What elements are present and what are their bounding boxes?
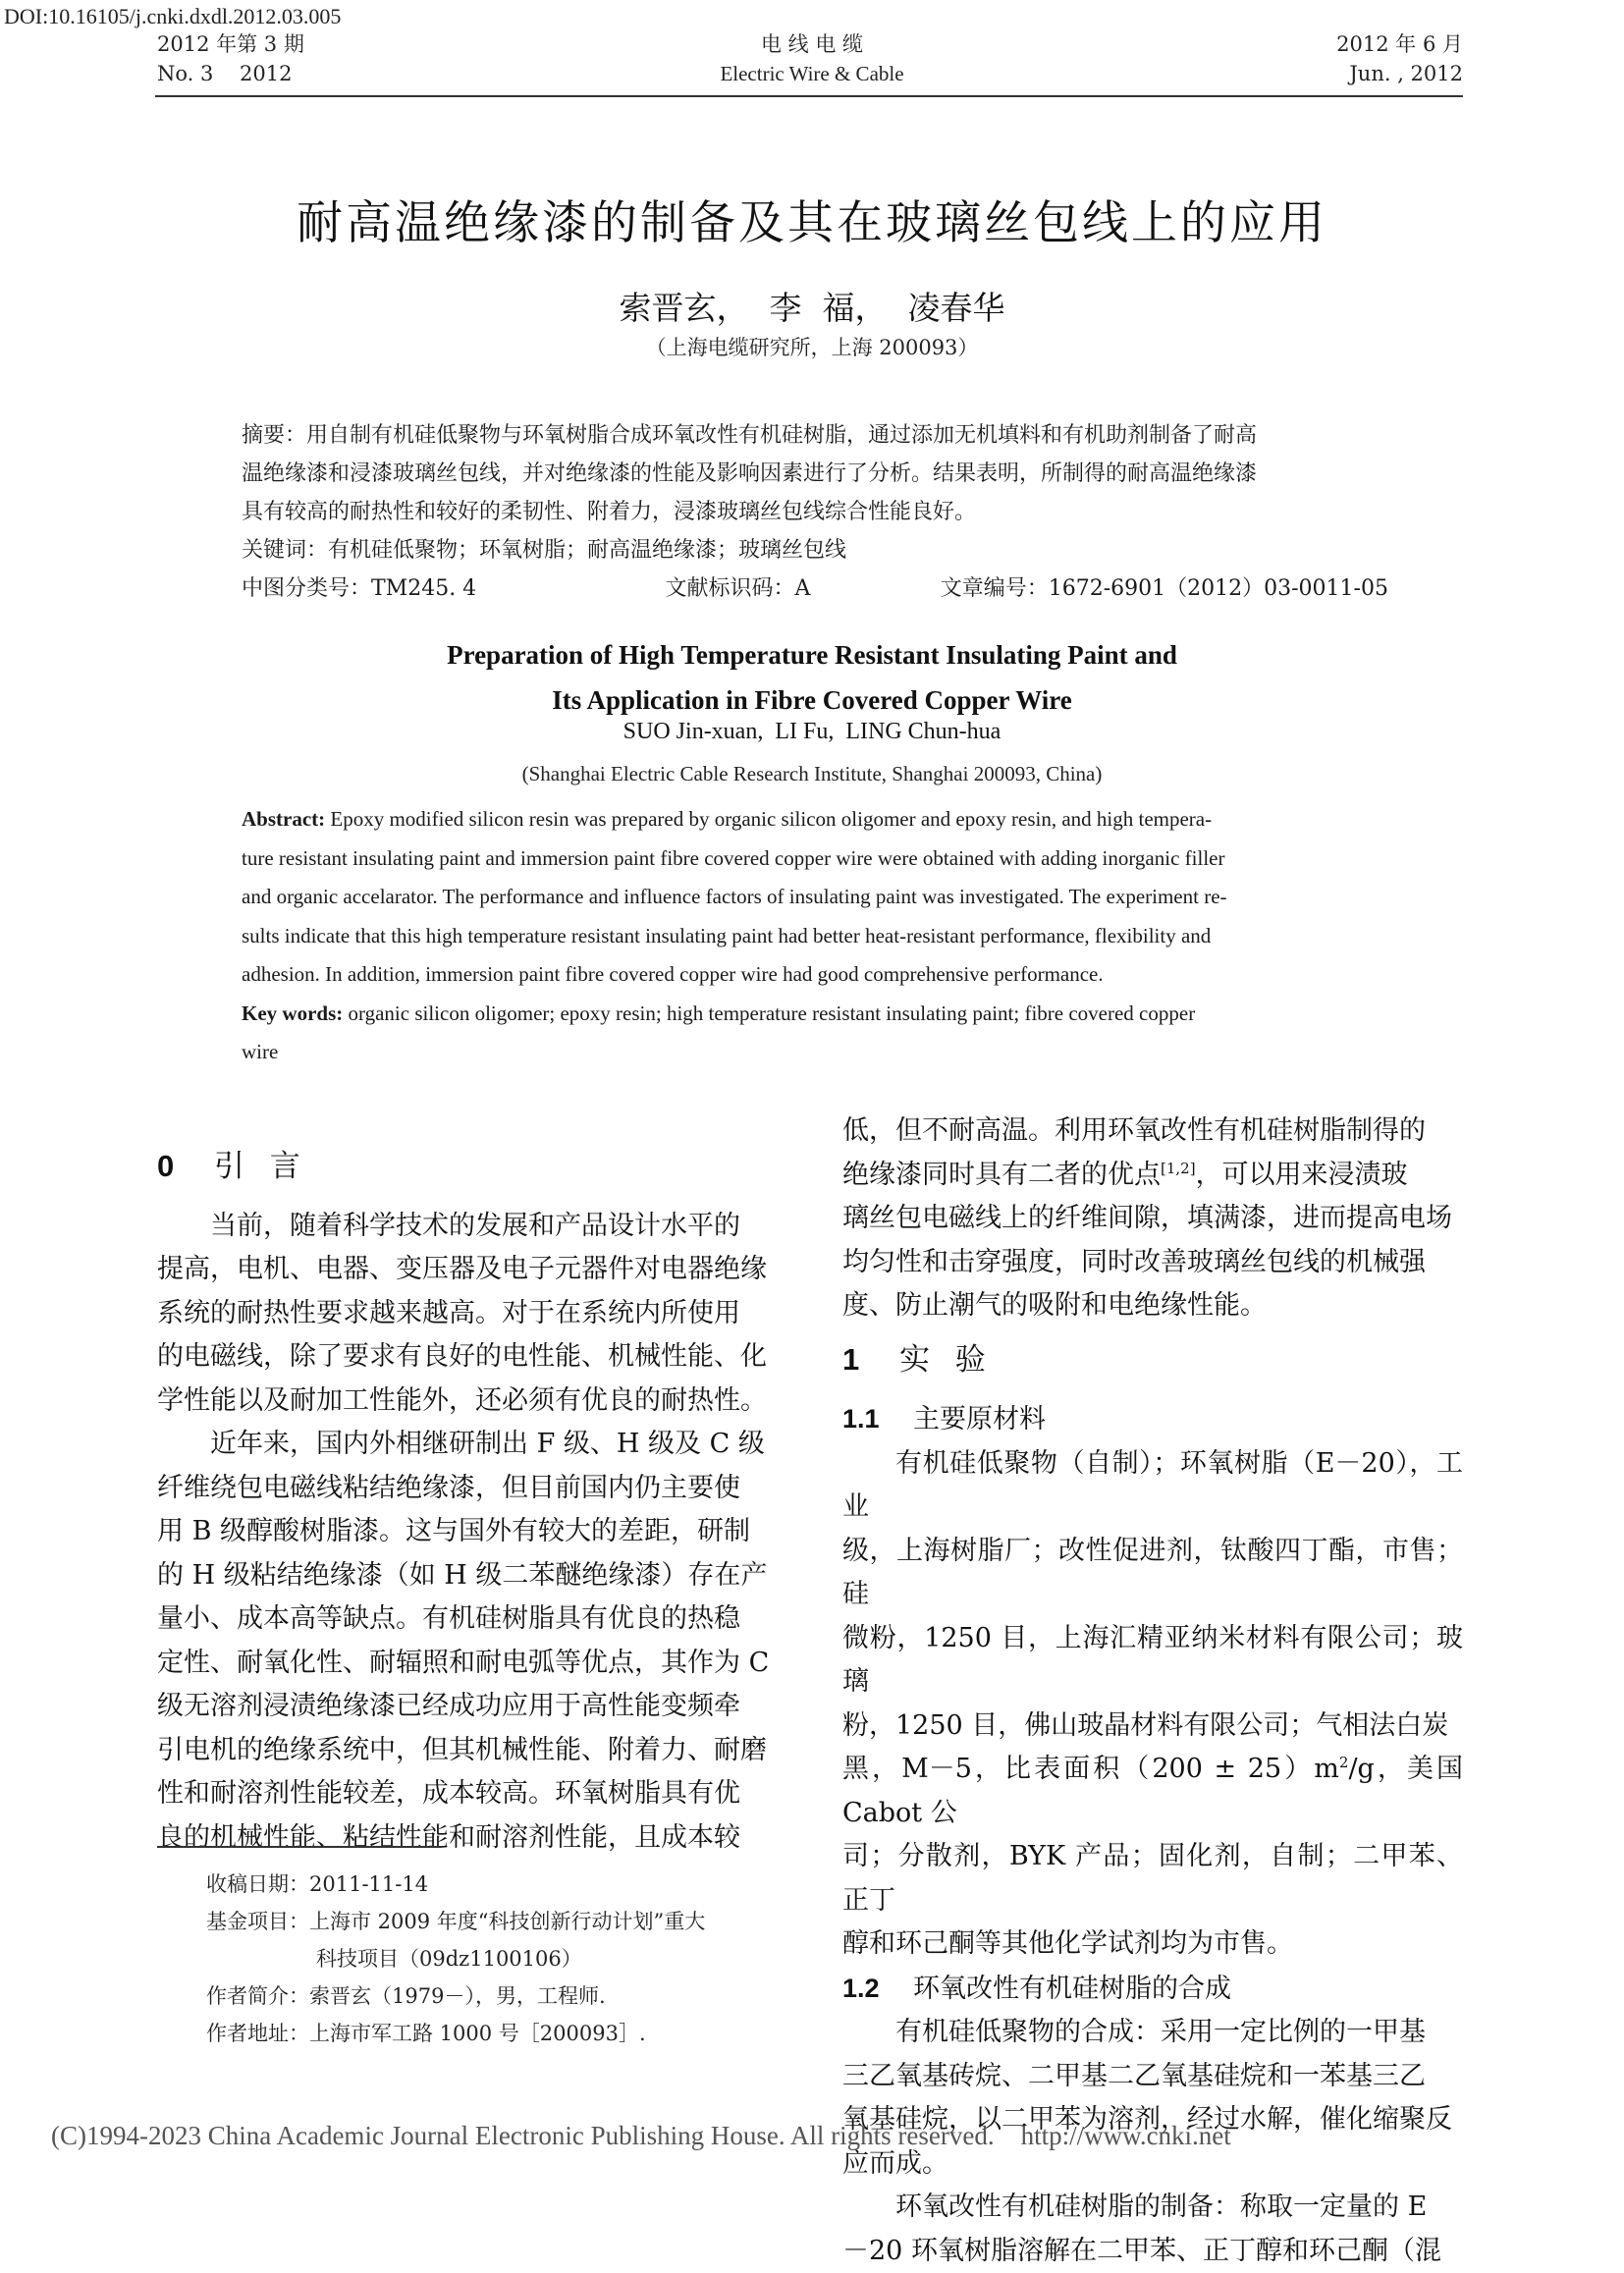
section-title: 实 验 (899, 1342, 988, 1378)
section-number: 0 (157, 1145, 214, 1189)
body-line: 璃丝包电磁线上的纤维间隙，填满漆，进而提高电场 (842, 1197, 1463, 1241)
body-line (842, 1154, 1463, 1198)
body-line: 用 B 级醇酸树脂漆。这与国外有较大的差距，研制 (157, 1510, 782, 1554)
reference-citation[interactable]: [1,2] (1161, 1160, 1196, 1177)
header-issue-en: No. 3 2012 (157, 59, 304, 88)
keywords-cn-text: 有机硅低聚物；环氧树脂；耐高温绝缘漆；玻璃丝包线 (328, 538, 846, 563)
paper-title: 耐高温绝缘漆的制备及其在玻璃丝包线上的应用 (0, 187, 1624, 252)
body-line: 度、防止潮气的吸附和电绝缘性能。 (842, 1284, 1463, 1328)
body-line: 量小、成本高等缺点。有机硅树脂具有优良的热稳 (157, 1597, 782, 1642)
abstract-en-text: Epoxy modified silicon resin was prepared by organic silicon oligomer and epoxy resin, and high tempera- (325, 807, 1212, 831)
body-line: 级无溶剂浸渍绝缘漆已经成功应用于高性能变频牵 (157, 1685, 782, 1729)
left-column (157, 1135, 782, 1860)
abstract-en (242, 800, 1388, 1072)
english-title (0, 632, 1624, 723)
body-line: 系统的耐热性要求越来越高。对于在系统内所使用 (157, 1292, 782, 1336)
body-line: 应而成。 (842, 2142, 1463, 2187)
body-text: 绝缘漆同时具有二者的优点 (842, 1160, 1161, 1190)
body-line: 提高，电机、电器、变压器及电子元器件对电器绝缘 (157, 1248, 782, 1292)
superscript: 2 (1339, 1754, 1349, 1771)
footnote-received: 收稿日期：2011-11-14 (206, 1866, 795, 1903)
clc-number: 中图分类号：TM245. 4 (242, 573, 476, 605)
body-line: 司；分散剂，BYK 产品；固化剂，自制；二甲苯、正丁 (842, 1835, 1463, 1922)
header-journal-cn: 电 线 电 缆 (0, 29, 1624, 59)
body-line: 低，但不耐高温。利用环氧改性有机硅树脂制得的 (842, 1109, 1463, 1154)
body-line: 近年来，国内外相继研制出 F 级、H 级及 C 级 (157, 1423, 782, 1467)
document-code: 文献标识码：A (666, 573, 811, 605)
body-line: 均匀性和击穿强度，同时改善玻璃丝包线的机械强 (842, 1241, 1463, 1285)
body-line: 有机硅低聚物（自制）；环氧树脂（E－20），工业 (842, 1442, 1463, 1530)
keywords-en-label: Key words: (242, 1001, 343, 1025)
subsection-number: 1.2 (842, 1967, 913, 2011)
classification-row (242, 573, 1388, 605)
footnote-bio: 作者简介：索晋玄（1979－），男，工程师. (206, 1977, 795, 2015)
body-line: 性和耐溶剂性能较差，成本较高。环氧树脂具有优 (157, 1772, 782, 1816)
footnote-address: 作者地址：上海市军工路 1000 号［200093］. (206, 2015, 795, 2052)
body-line: 三乙氧基砖烷、二甲基二乙氧基硅烷和一苯基三乙 (842, 2055, 1463, 2099)
body-line: 粉，1250 目，佛山玻晶材料有限公司；气相法白炭 (842, 1705, 1463, 1749)
body-line: 氧基硅烷，以二甲苯为溶剂，经过水解，催化缩聚反 (842, 2098, 1463, 2142)
footnote-rule (157, 1846, 442, 1848)
subsection-title: 主要原材料 (913, 1404, 1046, 1434)
keywords-cn (242, 531, 1388, 569)
footnote-fund: 基金项目：上海市 2009 年度“科技创新行动计划”重大 (206, 1903, 795, 1940)
subsection-title: 环氧改性有机硅树脂的合成 (913, 1974, 1231, 2004)
header-date-en: Jun. , 2012 (1336, 59, 1463, 88)
paper-affiliation: （上海电缆研究所，上海 200093） (0, 332, 1624, 361)
section-title: 引 言 (214, 1149, 302, 1184)
abstract-cn-label: 摘要： (242, 423, 306, 448)
body-line: 学性能以及耐加工性能外，还必须有优良的耐热性。 (157, 1380, 782, 1424)
body-line: 微粉，1250 目，上海汇精亚纳米材料有限公司；玻璃 (842, 1617, 1463, 1705)
english-affiliation: (Shanghai Electric Cable Research Institute, Shanghai 200093, China) (0, 762, 1624, 786)
english-title-line: Its Application in Fibre Covered Copper Wire (0, 677, 1624, 723)
header-journal-en: Electric Wire & Cable (0, 59, 1624, 88)
section-number: 1 (842, 1338, 899, 1382)
footnote-fund-cont: 科技项目（09dz1100106） (206, 1940, 795, 1977)
english-title-line: Preparation of High Temperature Resistant Insulating Paint and (0, 632, 1624, 677)
body-text: ，可以用来浸渍玻 (1196, 1160, 1408, 1190)
keywords-en (242, 995, 1388, 1034)
body-text: 黑，M－5，比表面积（200 ± 25）m (842, 1754, 1339, 1784)
section-heading-experiment (842, 1338, 1463, 1382)
body-line: 当前，随着科学技术的发展和产品设计水平的 (157, 1205, 782, 1249)
body-line: 的 H 级粘结绝缘漆（如 H 级二苯醚绝缘漆）存在产 (157, 1554, 782, 1598)
abstract-en-line: adhesion. In addition, immersion paint fibre covered copper wire had good comprehensive performance. (242, 955, 1388, 995)
footnotes (206, 1866, 795, 2052)
body-line: 醇和环己酮等其他化学试剂均为市售。 (842, 1922, 1463, 1967)
section-heading-introduction (157, 1145, 782, 1189)
body-line: －20 环氧树脂溶解在二甲苯、正丁醇和环己酮（混 (842, 2230, 1463, 2273)
abstract-en-line: and organic accelarator. The performance and influence factors of insulating paint was investigated. The experiment re- (242, 878, 1388, 917)
keywords-en-line: wire (242, 1033, 1388, 1072)
keywords-cn-label: 关键词： (242, 538, 328, 563)
right-column (842, 1109, 1463, 2273)
body-line: 级，上海树脂厂；改性促进剂，钛酸四丁酯，市售；硅 (842, 1530, 1463, 1617)
abstract-cn-text: 用自制有机硅低聚物与环氧树脂合成环氧改性有机硅树脂，通过添加无机填料和有机助剂制备了耐高 (306, 423, 1257, 448)
body-line (842, 1748, 1463, 1835)
doi-label: DOI:10.16105/j.cnki.dxdl.2012.03.005 (4, 4, 341, 29)
body-line: 环氧改性有机硅树脂的制备：称取一定量的 E (842, 2186, 1463, 2230)
abstract-cn-line: 温绝缘漆和浸漆玻璃丝包线，并对绝缘漆的性能及影响因素进行了分析。结果表明，所制得的耐高温绝缘漆 (242, 455, 1388, 493)
body-line: 的电磁线，除了要求有良好的电性能、机械性能、化 (157, 1335, 782, 1380)
article-number: 文章编号：1672-6901（2012）03-0011-05 (941, 573, 1388, 605)
abstract-en-line (242, 800, 1388, 839)
abstract-en-line: sults indicate that this high temperature resistant insulating paint had better heat-resistant performance, flexibility and (242, 917, 1388, 956)
body-line: 定性、耐氧化性、耐辐照和耐电弧等优点，其作为 C (157, 1642, 782, 1686)
header-date (1336, 29, 1463, 88)
abstract-en-line: ture resistant insulating paint and immersion paint fibre covered copper wire were obtained with adding inorganic filler (242, 839, 1388, 879)
header-date-cn: 2012 年 6 月 (1336, 29, 1463, 59)
keywords-en-text: organic silicon oligomer; epoxy resin; high temperature resistant insulating paint; fibre covered copper (343, 1001, 1195, 1025)
abstract-cn (242, 416, 1388, 569)
body-line: 良的机械性能、粘结性能和耐溶剂性能，且成本较 (157, 1816, 782, 1861)
body-line: 纤维绕包电磁线粘结绝缘漆，但目前国内仍主要使 (157, 1467, 782, 1511)
english-authors: SUO Jin-xuan, LI Fu, LING Chun-hua (0, 719, 1624, 745)
body-line: 有机硅低聚物的合成：采用一定比例的一甲基 (842, 2011, 1463, 2055)
subsection-heading-materials (842, 1397, 1463, 1442)
subsection-number: 1.1 (842, 1397, 913, 1441)
abstract-cn-line: 具有较高的耐热性和较好的柔韧性、附着力，浸漆玻璃丝包线综合性能良好。 (242, 493, 1388, 531)
body-line: 引电机的绝缘系统中，但其机械性能、附着力、耐磨 (157, 1729, 782, 1773)
abstract-cn-line (242, 416, 1388, 455)
body-text: /g，美国 Cabot 公 (842, 1754, 1463, 1828)
subsection-heading-synthesis (842, 1967, 1463, 2012)
paper-authors: 索晋玄， 李 福， 凌春华 (0, 283, 1624, 329)
copyright-notice: (C)1994-2023 China Academic Journal Electronic Publishing House. All rights reserved. http://www.cnki.net (51, 2121, 1231, 2151)
header-issue-cn: 2012 年第 3 期 (157, 29, 304, 59)
abstract-en-label: Abstract: (242, 807, 325, 831)
header-rule (155, 95, 1463, 97)
